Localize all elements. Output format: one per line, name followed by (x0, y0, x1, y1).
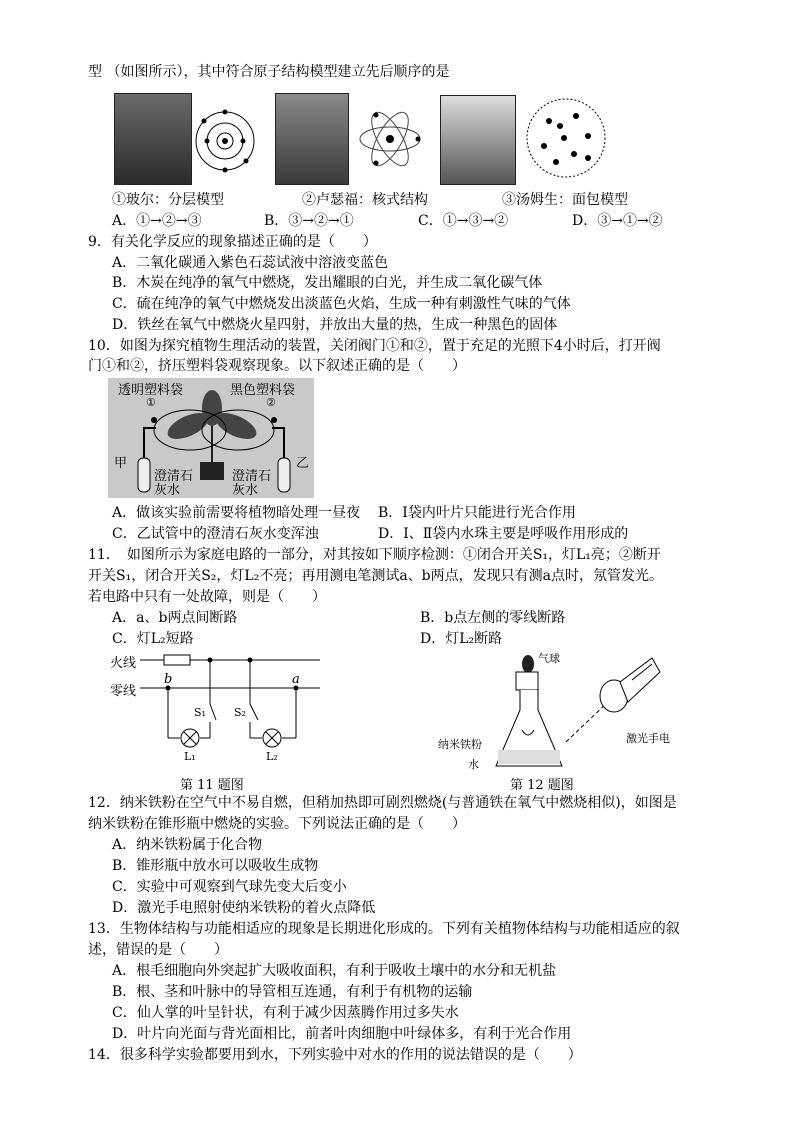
thomson-model-icon (524, 96, 608, 180)
q11-stem-line3: 若电路中只有一处故障，则是（ ） (88, 589, 326, 605)
label-nano-iron: 纳米铁粉 (438, 738, 482, 751)
label-valve-1: ① (146, 396, 156, 409)
label-switch-s2: S₂ (234, 706, 246, 719)
q11-stem-line1: 11． 如图所示为家庭电路的一部分，对其按如下顺序检测：①闭合开关S₁，灯L₁亮；②断开 (88, 547, 661, 563)
label-transparent-bag: 透明塑料袋 (118, 383, 184, 398)
label-lamp-l1: L₁ (184, 750, 196, 763)
label-point-a: a (292, 672, 300, 687)
label-laser-torch: 激光手电 (626, 732, 670, 745)
q8-option-c[interactable]: C．①→③→② (418, 213, 509, 229)
q9-stem: 9．有关化学反应的现象描述正确的是（ ） (88, 234, 377, 250)
label-live-wire: 火线 (110, 656, 137, 671)
q13-stem-line1: 13．生物体结构与功能相适应的现象是长期进化形成的。下列有关植物体结构与功能相适应的叙 (88, 921, 680, 937)
q12-option-d[interactable]: D．激光手电照射使纳米铁粉的着火点降低 (112, 900, 376, 916)
thomson-portrait (440, 95, 516, 185)
fig11-caption: 第 11 题图 (180, 778, 244, 793)
q12-option-a[interactable]: A．纳米铁粉属于化合物 (112, 837, 263, 853)
q13-option-d[interactable]: D．叶片向光面与背光面相比，前者叶肉细胞中叶绿体多，有利于光合作用 (112, 1026, 572, 1042)
caption-bohr: ①玻尔：分层模型 (112, 192, 224, 208)
label-lamp-l2: L₂ (266, 750, 278, 763)
q8-option-a[interactable]: A．①→②→③ (112, 213, 202, 229)
q11-option-d[interactable]: D．灯L₂断路 (420, 631, 503, 647)
label-point-b: b (164, 672, 173, 687)
q10-option-d[interactable]: D．Ⅰ、Ⅱ袋内水珠主要是呼吸作用形成的 (378, 526, 629, 542)
q9-option-b[interactable]: B．木炭在纯净的氧气中燃烧，发出耀眼的白光，并生成二氧化碳气体 (112, 275, 543, 291)
intro-text: 型 （如图所示），其中符合原子结构模型建立先后顺序的是 (88, 64, 450, 80)
q13-option-a[interactable]: A．根毛细胞向外突起扩大吸收面积，有利于吸收土壤中的水分和无机盐 (112, 963, 557, 979)
caption-rutherford: ②卢瑟福：核式结构 (302, 192, 428, 208)
q9-option-a[interactable]: A．二氧化碳通入紫色石蕊试液中溶液变蓝色 (112, 255, 389, 271)
q9-option-c[interactable]: C．硫在纯净的氧气中燃烧发出淡蓝色火焰，生成一种有刺激性气味的气体 (112, 296, 571, 312)
q13-stem-line2: 述，错误的是（ ） (88, 942, 228, 958)
label-valve-2: ② (266, 396, 276, 409)
plant-experiment-figure (108, 378, 314, 498)
q13-option-c[interactable]: C．仙人掌的叶呈针状，有利于减少因蒸腾作用过多失水 (112, 1005, 459, 1021)
label-switch-s1: S₁ (194, 706, 206, 719)
label-water: 水 (468, 758, 479, 771)
q10-stem-line1: 10．如图为探究植物生理活动的装置，关闭阀门①和②，置于充足的光照下4小时后，打开阀 (88, 338, 661, 354)
q11-option-c[interactable]: C．灯L₂短路 (112, 631, 194, 647)
fig12-caption: 第 12 题图 (510, 778, 574, 793)
q12-option-c[interactable]: C．实验中可观察到气球先变大后变小 (112, 879, 347, 895)
q13-option-b[interactable]: B．根、茎和叶脉中的导管相互连通，有利于有机物的运输 (112, 984, 473, 1000)
rutherford-model-icon (356, 103, 424, 175)
label-limewater-2: 澄清石灰水 (232, 469, 272, 498)
household-circuit-figure (110, 650, 320, 793)
q8-option-b[interactable]: B．③→②→① (264, 213, 354, 229)
label-black-bag: 黑色塑料袋 (230, 383, 296, 398)
q11-stem-line2: 开关S₁，闭合开关S₂，灯L₂不亮；再用测电笔测试a、b两点，发现只有测a点时，氖管发光。 (88, 568, 663, 584)
q10-option-c[interactable]: C．乙试管中的澄清石灰水变浑浊 (112, 526, 319, 542)
q10-stem-line2: 门①和②，挤压塑料袋观察现象。以下叙述正确的是（ ） (88, 358, 466, 374)
q10-option-a[interactable]: A．做该实验前需要将植物暗处理一昼夜 (112, 505, 361, 521)
label-tube-yi: 乙 (296, 456, 310, 471)
q11-option-b[interactable]: B．b点左侧的零线断路 (420, 610, 566, 626)
q12-stem-line2: 纳米铁粉在锥形瓶中燃烧的实验。下列说法正确的是（ ） (88, 816, 466, 832)
bohr-model-icon (192, 108, 258, 174)
q8-option-d[interactable]: D．③→①→② (572, 213, 663, 229)
q12-stem-line1: 12．纳米铁粉在空气中不易自燃，但稍加热即可剧烈燃烧(与普通铁在氧气中燃烧相似)，如图是 (88, 795, 677, 811)
label-limewater-1: 澄清石灰水 (154, 469, 194, 498)
q14-stem: 14．很多科学实验都要用到水，下列实验中对水的作用的说法错误的是（ ） (88, 1047, 582, 1063)
q9-option-d[interactable]: D．铁丝在氧气中燃烧火星四射，并放出大量的热，生成一种黑色的固体 (112, 317, 558, 333)
q11-option-a[interactable]: A．a、b两点间断路 (112, 610, 238, 626)
q12-option-b[interactable]: B．锥形瓶中放水可以吸收生成物 (112, 858, 319, 874)
label-balloon: 气球 (538, 652, 560, 665)
q10-option-b[interactable]: B．Ⅰ袋内叶片只能进行光合作用 (378, 505, 576, 521)
rutherford-portrait (275, 93, 349, 185)
label-neutral-wire: 零线 (110, 684, 137, 699)
bohr-portrait (114, 93, 192, 185)
label-tube-jia: 甲 (114, 456, 128, 471)
caption-thomson: ③汤姆生：面包模型 (502, 192, 628, 208)
nano-iron-flask-figure (438, 650, 670, 793)
